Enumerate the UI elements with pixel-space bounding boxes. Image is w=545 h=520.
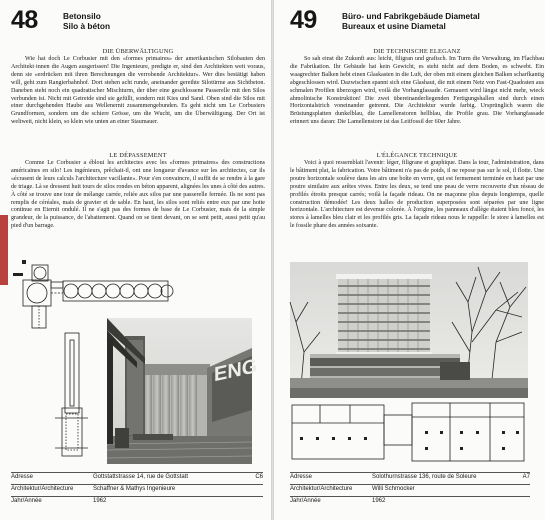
meta-label: Adresse <box>11 474 34 480</box>
section-german <box>290 48 544 127</box>
meta-label: Adresse <box>290 474 313 480</box>
bookmark-tab <box>0 215 8 285</box>
section-heading: LE DÉPASSEMENT <box>109 152 167 159</box>
meta-value: Schaffner & Mathys Ingenieure <box>93 486 176 492</box>
section-french <box>11 152 265 231</box>
left-page <box>0 0 271 520</box>
meta-value: Solothurnstrasse 136, route de Soleure <box>372 474 477 480</box>
meta-map-code: C6 <box>255 474 263 480</box>
section-heading: DIE TECHNISCHE ELEGANZ <box>373 48 461 55</box>
title-french: Bureaux et usine Diametal <box>342 21 446 31</box>
meta-label: Architektur/Architecture <box>290 486 353 492</box>
section-german <box>11 48 265 127</box>
entry-title <box>342 11 480 31</box>
section-heading: L'ÉLÉGANCE TECHNIQUE <box>376 152 458 159</box>
silo-photo <box>107 318 258 464</box>
meta-value: 1962 <box>93 498 107 504</box>
meta-label: Jahr/Année <box>11 498 42 504</box>
section-heading: DIE ÜBERWÄLTIGUNG <box>102 48 174 55</box>
page-number: 49 <box>290 6 317 34</box>
section-french <box>290 152 544 231</box>
section-body: Voici à quoi ressemblait l'avenir: léger, filigrane et graphique. Dans la tour, l'administration, dans le bâtiment plat, la fabrication. Votre bâtiment n'a pas de poids, il ne repose pas sur le sol, il flotte. Une poutre horizontale soulève dans les airs une boîte en verre, qui est fermement terminée en haut par une poutre similaire aux arêtes vives. Entre les deux, se tend une peau de verre recouverte d'un réseau de profilés étroits presque carrés; voilà la façade rideau. On ne maçonne plus depuis longtemps, quelle construction démodée! Les deux halles de production superposées sont séparées par une ligne horizontale. L'architecture est devenue colorée. À l'origine, les panneaux d'allège étaient bleu foncé, les stores à lamelles bleu clair et les profilés gris. La façade rideau nous le rappelle: le store à lamelles est le fossile phare des années soixante. <box>290 160 544 230</box>
metadata-table <box>11 472 263 508</box>
title-german: Büro- und Fabrikgebäude Diametal <box>342 11 480 21</box>
meta-label: Jahr/Année <box>290 498 321 504</box>
section-body: Comme Le Corbusier a ébloui les architectes avec les «formes primaires» des constructions américaines en silo! Les ingénieurs, prêchait-il, ont une longueur d'avance sur les architectes, car ils «écrasent de leurs calculs l'architecture vacillante». Pour s'en convaincre, il suffit de se rendre à la gare de triage. Là se dressent huit tours de silos rondes en béton apparent, alignées les unes à côté des autres. À côté se trouve une tour de mélange carrée, reliée aux silos par une passerelle fermée. Ils ne sont pas remplis de céréales, mais de gravier et de sable. En haut, les silos sont reliés entre eux par une hotte continue en Eternit ondulé. Il ne s'agit pas des formes de base de Le Corbusier, mais de la simple grandeur, de la puissance, de l'abattement. Quand on se tient devant, on se sent petit, aussi petit qu'au pied d'un barrage. <box>11 160 265 230</box>
meta-value: Willi Schmocker <box>372 486 415 492</box>
section-body: So sah einst die Zukunft aus: leicht, filigran und grafisch. Im Turm die Verwaltung, im Flachbau die Fabrikation. Ihr Gebäude hat kein Gewicht, es steht nicht auf dem Boden, es schwebt. Ein waagrechter Balken hebt einen Glaskasten in die Luft, der oben mit einem gleichen Balken scharfkantig abgeschlossen wird. Dazwischen spannt sich eine Glashaut, die mit einem Netz von Fast-Quadraten aus schmalen Profilen überzogen wird, voilà die Vorhangfassade. Gemauert wird längst nicht mehr, wieck ahmolinische Konstruktion! Die zwei übereinanderliegenden Fertigungshallen sind durch einen Horizontalstrich voneinander getrennt. Die Architektur wurde farbig. Ursprünglich waren die Brüstungsplatten dunkelblau, die Lamellenstoren hellblau, die Profile grau. Die Vorhangfassade erinnert uns daran: Die Lamellenstore ist das Leitfossil der 60er Jahre. <box>290 56 544 126</box>
photo-sign-text: ENG <box>214 355 258 387</box>
diametal-building-photo <box>290 262 528 398</box>
floor-plan-drawing <box>290 401 528 463</box>
meta-value: 1962 <box>372 498 386 504</box>
title-french: Silo à béton <box>63 21 111 31</box>
metadata-table <box>290 472 530 508</box>
meta-label: Architektur/Architecture <box>11 486 74 492</box>
right-page <box>274 0 545 520</box>
entry-title <box>63 11 110 31</box>
page-number: 48 <box>11 6 38 34</box>
meta-value: Gottstattstrasse 14, rue de Gottstatt <box>93 474 189 480</box>
meta-map-code: A7 <box>522 474 530 480</box>
section-body: Wie hat doch Le Corbusier mit den «formes primaires» der amerikanischen Silobauten den Architekt·innen die Augen ausgerissen! Die Ingenieure, predigte er, sind den Architekten weit voraus, denn sie «erdrücken mit ihren Berechnungen die verrohende Architektur». Wer dies bestätigt haben will, geht zum Rangierbahnhof. Dort stehen acht runde, aneinander gereihte Silotürme aus Sichtbeton. Daneben steht noch ein quadratischer Mischturm, der über eine geschlossene Passerelle mit den Silos verbunden ist. Nicht mit Getreide sind sie gefüllt, sondern mit Kies und Sand. Oben sind die Silos mit einer durchgehenden Haube aus Wellenernit zusammengebunden. Es geht nicht um Le Corbusiers Grundformen, sondern um die schiere Grösse, um die Wucht, um die Überwältigung. Der Ort ist weltweit, nicht klein, so klein wie unten an einer Staumauer. <box>11 56 265 126</box>
title-german: Betonsilo <box>63 11 101 21</box>
